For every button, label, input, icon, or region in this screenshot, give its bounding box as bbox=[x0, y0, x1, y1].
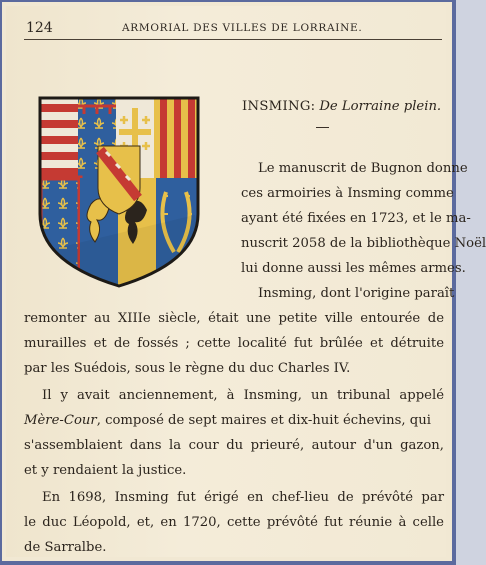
entry-heading bbox=[242, 95, 441, 120]
text-line: de Sarralbe. bbox=[24, 540, 107, 555]
town-name: INSMING bbox=[242, 99, 311, 114]
text-line: Il y avait anciennement, à Insming, un tribunal appelé bbox=[42, 388, 444, 403]
italic-term: Mère-Cour bbox=[24, 413, 97, 428]
lorraine-escutcheon bbox=[98, 146, 140, 214]
text-span: , composé de sept maires et dix-huit échevins, qui bbox=[96, 413, 431, 428]
heading-separator: : bbox=[310, 99, 320, 114]
text-line: nuscrit 2058 de la bibliothèque Noël bbox=[241, 236, 486, 251]
heading-rule bbox=[316, 127, 329, 128]
text-line: Le manuscrit de Bugnon donne bbox=[258, 161, 468, 176]
text-line: remonter au XIIIe siècle, était une petite ville entourée de bbox=[24, 311, 444, 326]
text-line bbox=[24, 409, 444, 434]
text-line: Insming, dont l'origine paraît bbox=[258, 286, 455, 301]
page-header bbox=[26, 20, 446, 36]
text-line: le duc Léopold, et, en 1720, cette prévôté fut réunie à celle bbox=[24, 515, 444, 530]
anjou-quarter bbox=[40, 178, 80, 290]
text-line: lui donne aussi les mêmes armes. bbox=[241, 261, 466, 276]
header-rule bbox=[24, 39, 442, 40]
text-line: par les Suédois, sous le règne du duc Charles IV. bbox=[24, 361, 351, 376]
text-line: ces armoiries à Insming comme bbox=[241, 186, 454, 201]
text-line: s'assemblaient dans la cour du prieuré, autour d'un gazon, bbox=[24, 438, 444, 453]
page-number: 124 bbox=[26, 20, 53, 36]
text-line: ayant été fixées en 1723, et le ma- bbox=[241, 211, 471, 226]
hungary-quarter bbox=[40, 98, 78, 178]
blazon-motto: De Lorraine plein. bbox=[319, 99, 442, 114]
running-title: ARMORIAL DES VILLES DE LORRAINE. bbox=[122, 22, 363, 34]
aragon-quarter bbox=[154, 98, 198, 178]
shield-field bbox=[36, 94, 202, 290]
text-line: En 1698, Insming fut érigé en chef-lieu de prévôté par bbox=[42, 490, 444, 505]
text-line: murailles et de fossés ; cette localité fut brûlée et détruite bbox=[24, 336, 444, 351]
text-line: et y rendaient la justice. bbox=[24, 463, 187, 478]
coat-of-arms-illustration bbox=[36, 94, 202, 290]
